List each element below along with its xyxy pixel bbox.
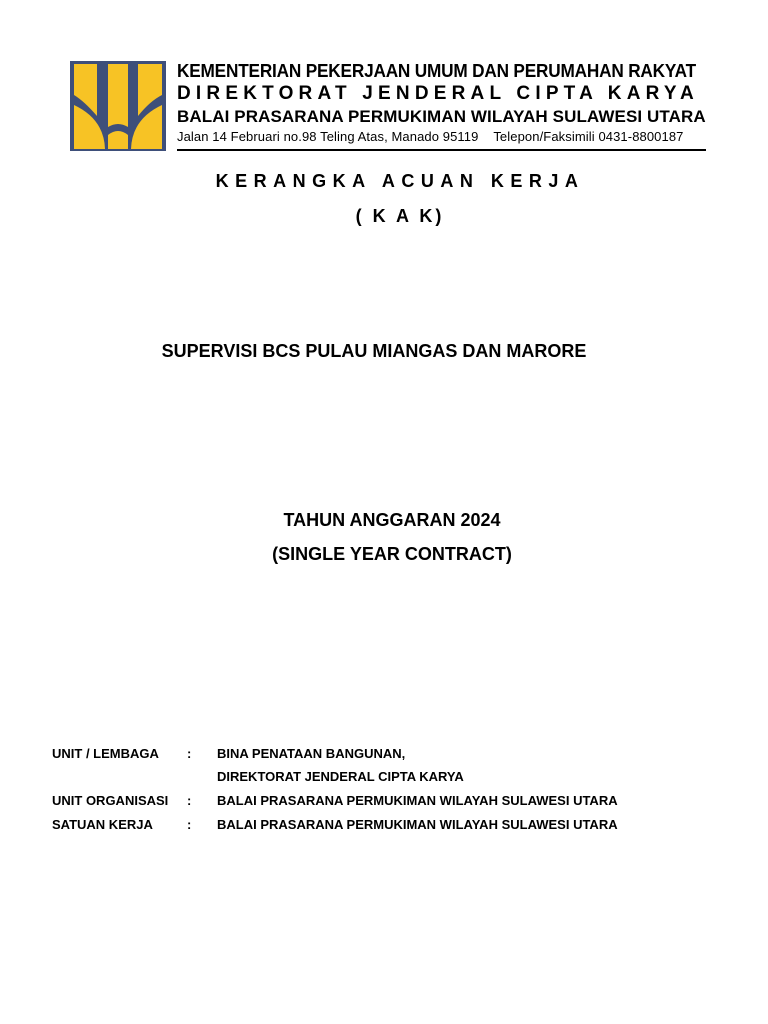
info-colon: :	[187, 817, 192, 832]
document-title: KERANGKA ACUAN KERJA	[215, 171, 585, 191]
office-name: BALAI PRASARANA PERMUKIMAN WILAYAH SULAWESI UTARA	[177, 107, 706, 126]
pu-logo-icon	[70, 61, 166, 151]
office-phone: Telepon/Faksimili 0431-8800187	[493, 129, 684, 144]
office-address: Jalan 14 Februari no.98 Teling Atas, Manado 95119	[177, 129, 479, 144]
directorate-name: DIREKTORAT JENDERAL CIPTA KARYA	[177, 83, 699, 104]
contract-type: (SINGLE YEAR CONTRACT)	[272, 544, 512, 564]
info-value	[217, 813, 618, 836]
letterhead-divider	[177, 149, 706, 151]
info-value	[217, 789, 618, 812]
info-label: SATUAN KERJA	[52, 817, 153, 832]
info-colon: :	[187, 793, 192, 808]
letterhead-text	[177, 60, 706, 146]
contact-spacer	[478, 129, 493, 144]
info-value-line: BALAI PRASARANA PERMUKIMAN WILAYAH SULAWESI UTARA	[217, 793, 618, 808]
document-abbreviation: ( K A K)	[355, 206, 445, 226]
info-value-line: BALAI PRASARANA PERMUKIMAN WILAYAH SULAWESI UTARA	[217, 817, 618, 832]
ministry-name: KEMENTERIAN PEKERJAAN UMUM DAN PERUMAHAN RAKYAT	[177, 60, 696, 81]
info-value-line: BINA PENATAAN BANGUNAN,	[217, 746, 406, 761]
office-contact	[177, 128, 706, 146]
info-value	[217, 742, 464, 788]
project-name: SUPERVISI BCS PULAU MIANGAS DAN MARORE	[161, 341, 587, 361]
info-colon: :	[187, 746, 192, 761]
info-label: UNIT ORGANISASI	[52, 793, 169, 808]
letterhead	[70, 60, 706, 152]
info-label: UNIT / LEMBAGA	[52, 746, 159, 761]
info-value-line: DIREKTORAT JENDERAL CIPTA KARYA	[217, 769, 464, 784]
fiscal-year: TAHUN ANGGARAN 2024	[283, 510, 501, 530]
